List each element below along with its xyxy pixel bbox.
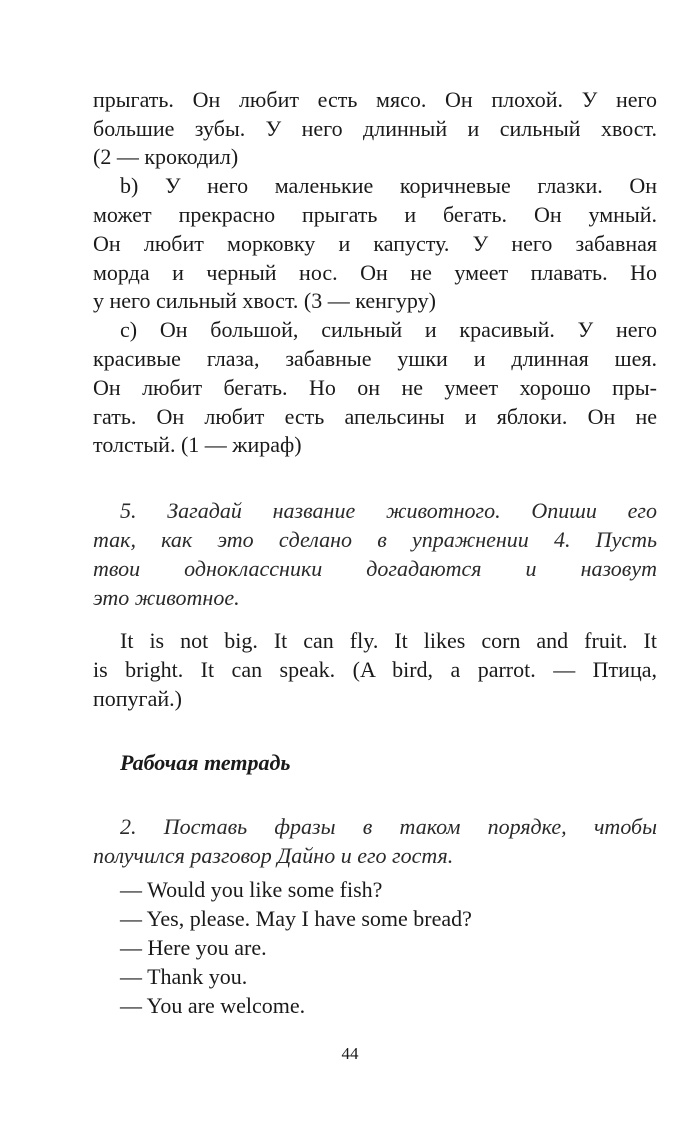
section-heading: Рабочая тетрадь [120,750,291,775]
text-line: у него сильный хвост. (3 — кенгуру) [93,288,436,313]
exercise-line: твои одноклассники догадаются и назовут [93,556,657,581]
text-line: красивые глаза, забавные ушки и длинная шея. [93,346,657,371]
exercise-line: 2. Поставь фразы в таком порядке, чтобы [120,814,657,839]
text-line: c) Он большой, сильный и красивый. У него [120,317,657,342]
text-line: толстый. (1 — жираф) [93,432,302,457]
text-line: (2 — крокодил) [93,144,239,169]
text-line: попугай.) [93,686,182,711]
dialogue-line: — Here you are. [120,935,267,960]
text-line: It is not big. It can fly. It likes corn and fruit. It [120,628,657,653]
text-line: Он любит морковку и капусту. У него забавная [93,231,657,256]
text-line: может прекрасно прыгать и бегать. Он умный. [93,202,657,227]
exercise-line: 5. Загадай название животного. Опиши его [120,498,657,523]
exercise-line: это животное. [93,585,240,610]
text-line: b) У него маленькие коричневые глазки. Он [120,173,657,198]
dialogue-line: — Yes, please. May I have some bread? [120,906,472,931]
page-number: 44 [341,1044,359,1063]
exercise-line: получился разговор Дайно и его гостя. [93,843,454,868]
dialogue-line: — Would you like some fish? [120,877,383,902]
exercise-line: так, как это сделано в упражнении 4. Пусть [93,527,657,552]
text-line: большие зубы. У него длинный и сильный хвост. [93,116,657,141]
text-line: прыгать. Он любит есть мясо. Он плохой. У него [93,87,657,112]
text-line: морда и черный нос. Он не умеет плавать. Но [93,260,657,285]
text-line: гать. Он любит есть апельсины и яблоки. Он не [93,404,657,429]
text-line: Он любит бегать. Но он не умеет хорошо пры- [93,375,657,400]
dialogue-line: — Thank you. [120,964,248,989]
dialogue-line: — You are welcome. [120,993,306,1018]
text-line: is bright. It can speak. (A bird, a parrot. — Птица, [93,657,657,682]
